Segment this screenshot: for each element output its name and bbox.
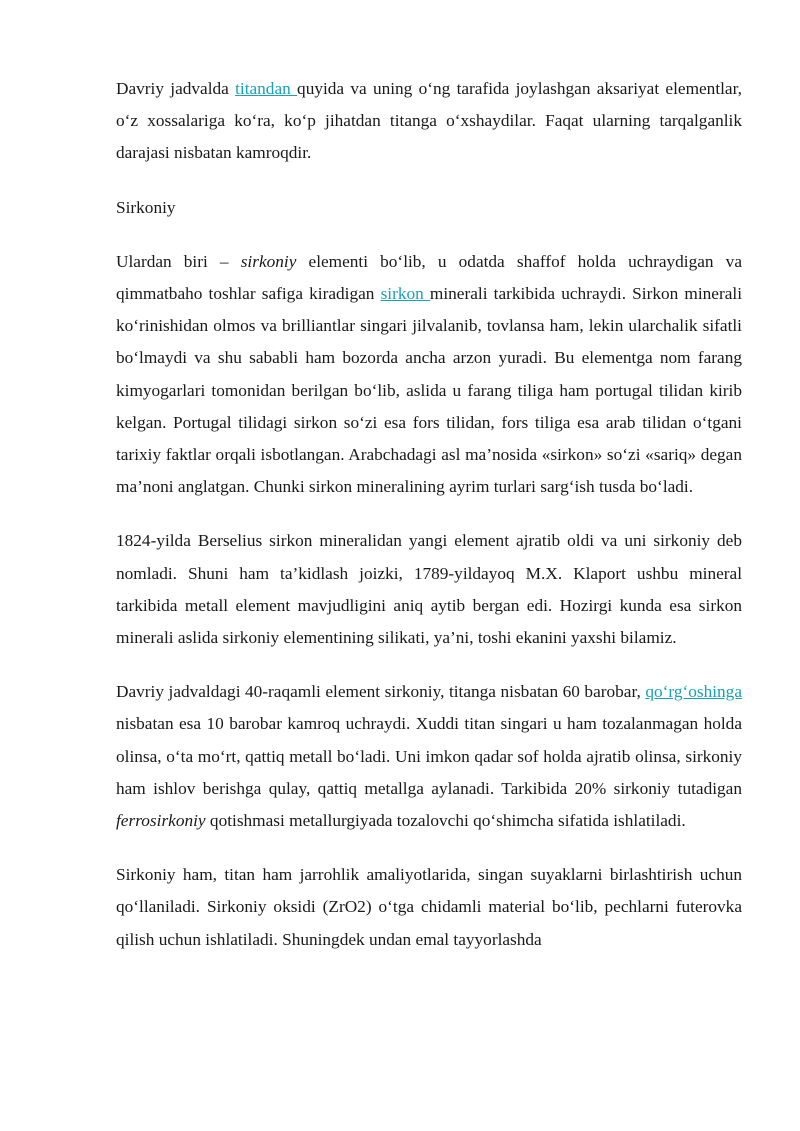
italic-term-sirkoniy: sirkoniy bbox=[240, 251, 297, 271]
paragraph-applications: Sirkoniy ham, titan ham jarrohlik amaliyotlarida, singan suyaklarni birlashtirish uchun qo‘llaniladi. Sirkoniy oksidi (ZrO2) o‘tga chidamli material bo‘lib, pechlarni futerovka qilish uchun ishlatiladi. Shuningdek undan emal tayyorlashda bbox=[116, 865, 742, 949]
paragraph-sirkoniy-origin bbox=[116, 246, 742, 504]
paragraph-intro bbox=[116, 73, 742, 170]
document-body bbox=[116, 73, 742, 956]
text-segment: Davriy jadvalda bbox=[116, 79, 236, 98]
paragraph-properties bbox=[116, 676, 742, 837]
text-segment: quyida va uning o‘ng tarafida joylashgan aksariyat elementlar, o‘z xossalariga ko‘ra, ko‘p jihatdan titanga o‘xshaydilar. Faqat ularning tarqalganlik darajasi nisbatan kamroqdir. bbox=[116, 79, 742, 163]
link-titandan[interactable]: titandan bbox=[235, 79, 298, 98]
paragraph-history: 1824-yilda Berselius sirkon mineralidan yangi element ajratib oldi va uni sirkoniy deb nomladi. Shuni ham ta’kidlash joizki, 1789-yildayoq M.X. Klaport ushbu mineral tarkibida metall element mavjudligini aniq aytib bergan edi. Hozirgi kunda esa sirkon minerali aslida sirkoniy elementining silikati, ya’ni, toshi ekanini yaxshi bilamiz. bbox=[116, 531, 742, 648]
link-qorgoshinga[interactable]: qo‘rg‘oshinga bbox=[645, 682, 742, 702]
italic-term-ferrosirkoniy: ferrosirkoniy bbox=[116, 811, 206, 831]
text-segment: qotishmasi metallurgiyada tozalovchi qo‘shimcha sifatida ishlatiladi. bbox=[205, 811, 686, 831]
link-sirkon[interactable]: sirkon bbox=[380, 284, 430, 304]
text-segment: nisbatan esa 10 barobar kamroq uchraydi. Xuddi titan singari u ham tozalanmagan holda olinsa, o‘ta mo‘rt, qattiq metall bo‘ladi. Uni imkon qadar sof holda ajratib olinsa, sirkoniy ham ishlov berishga qulay, qattiq metallga aylanadi. Tarkibida 20% sirkoniy tutadigan bbox=[116, 714, 742, 798]
text-segment: Ulardan biri – bbox=[116, 251, 241, 271]
text-segment: Davriy jadvaldagi 40-raqamli element sirkoniy, titanga nisbatan 60 barobar, bbox=[116, 682, 646, 702]
text-segment: minerali tarkibida uchraydi. Sirkon minerali ko‘rinishidan olmos va brilliantlar singari jilvalanib, tovlansa ham, lekin ularchalik sifatli bo‘lmaydi va shu sababli ham bozorda ancha arzon yuradi. Bu elementga nom farang kimyogarlari tomonidan berilgan bo‘lib, aslida u farang tiliga ham portugal tilidan kirib kelgan. Portugal tilidagi sirkon so‘zi esa fors tilidan, fors tiliga esa arab tilidan o‘tgani tarixiy faktlar orqali isbotlangan. Arabchadagi asl ma’nosida «sirkon» so‘zi «sariq» degan ma’noni anglatgan. Chunki sirkon mineralining ayrim turlari sarg‘ish tusda bo‘ladi. bbox=[116, 284, 742, 497]
text-segment: elementi bo‘lib, u odatda shaffof holda uchraydigan va qimmatbaho toshlar safiga kiradigan bbox=[116, 251, 742, 304]
section-heading: Sirkoniy bbox=[116, 197, 176, 217]
